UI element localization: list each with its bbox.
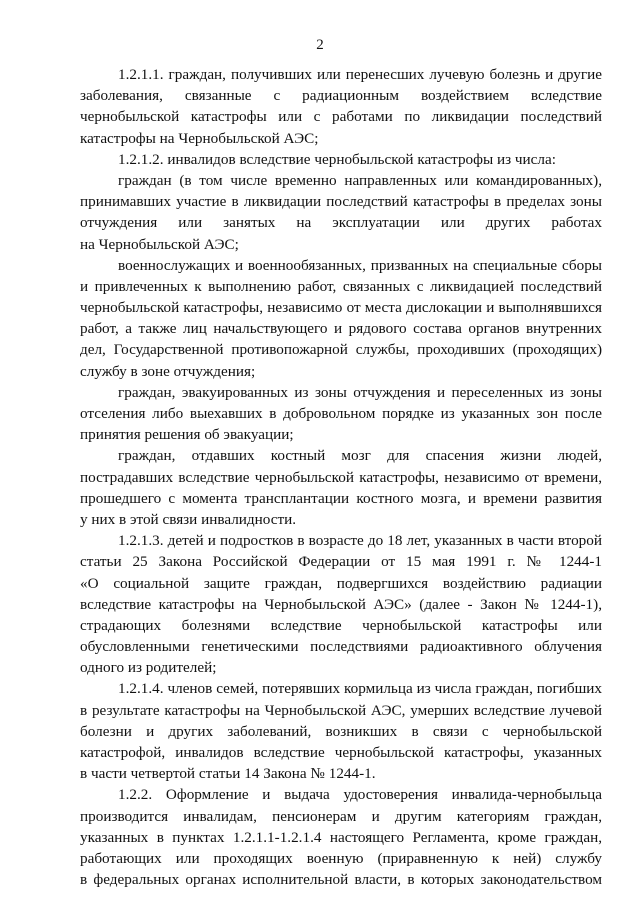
text-line: катастрофой, инвалидов вследствие чернобыльской катастрофы, указанных xyxy=(80,744,602,761)
text-line: в результате катастрофы на Чернобыльской АЭС, умерших вследствие лучевой xyxy=(80,701,602,719)
paragraph xyxy=(80,530,602,678)
text-line: «О социальной защите граждан, подвергшихся воздействию радиации xyxy=(80,574,602,592)
paragraph xyxy=(80,149,602,170)
text-line: граждан (в том числе временно направленных или командированных), xyxy=(118,171,602,189)
text-line: принимавших участие в ликвидации последствий катастрофы в пределах зоны xyxy=(80,193,602,211)
text-line: страдающих болезнями вследствие чернобыльской катастрофы или xyxy=(80,616,602,634)
text-line: 1.2.1.4. членов семей, потерявших кормильца из числа граждан, погибших xyxy=(118,680,602,698)
text-line: катастрофы на Чернобыльской АЭС; xyxy=(80,129,319,147)
text-line: 1.2.2. Оформление и выдача удостоверения инвалида-чернобыльца xyxy=(118,786,602,804)
text-line: чернобыльской катастрофы или с работами по ликвидации последствий xyxy=(80,108,602,126)
text-line: в федеральных органах исполнительной власти, в которых законодательством xyxy=(80,871,602,889)
text-line: в части четвертой статьи 14 Закона № 1244-1. xyxy=(80,765,376,783)
text-line: граждан, эвакуированных из зоны отчуждения и переселенных из зоны xyxy=(118,383,602,401)
paragraph xyxy=(80,170,602,255)
text-line: военнослужащих и военнообязанных, призванных на специальные сборы xyxy=(118,256,602,274)
text-line: чернобыльской катастрофы, независимо от места дислокации и выполнявшихся xyxy=(80,299,602,317)
paragraph xyxy=(80,784,602,890)
text-line: принятия решения об эвакуации; xyxy=(80,426,294,444)
paragraph xyxy=(80,678,602,784)
text-line: работ, а также лиц начальствующего и рядового состава органов внутренних xyxy=(80,320,602,338)
text-line: дел, Государственной противопожарной службы, проходивших (проходящих) xyxy=(80,341,602,359)
text-line: обусловленными генетическими последствиями радиоактивного облучения xyxy=(80,638,602,656)
paragraph xyxy=(80,255,602,382)
page-number: 2 xyxy=(316,37,324,53)
text-line: на Чернобыльской АЭС; xyxy=(80,235,239,253)
text-line: вследствие катастрофы на Чернобыльской АЭС» (далее - Закон № 1244-1), xyxy=(80,595,602,613)
text-line: 1.2.1.1. граждан, получивших или перенесших лучевую болезнь и другие xyxy=(118,66,602,83)
paragraph xyxy=(80,64,602,149)
text-line: указанных в пунктах 1.2.1.1-1.2.1.4 настоящего Регламента, кроме граждан, xyxy=(80,828,602,846)
text-line: статьи 25 Закона Российской Федерации от 15 мая 1991 г. № 1244-1 xyxy=(80,553,602,571)
text-line: прошедшего с момента трансплантации костного мозга, и времени развития xyxy=(80,489,602,507)
text-line: пострадавших вследствие чернобыльской катастрофы, независимо от времени, xyxy=(80,468,602,486)
text-line: производится инвалидам, пенсионерам и другим категориям граждан, xyxy=(80,807,602,825)
document-body xyxy=(80,64,602,890)
text-line: отчуждения или занятых на эксплуатации или других работах xyxy=(80,214,602,232)
text-line: болезни и других заболеваний, возникших в связи с чернобыльской xyxy=(80,722,602,740)
text-line: 1.2.1.2. инвалидов вследствие чернобыльской катастрофы из числа: xyxy=(118,150,556,168)
text-line: у них в этой связи инвалидности. xyxy=(80,510,297,528)
text-line: одного из родителей; xyxy=(80,659,217,677)
text-line: 1.2.1.3. детей и подростков в возрасте до 18 лет, указанных в части второй xyxy=(118,532,602,550)
text-line: работающих или проходящих военную (приравненную к ней) службу xyxy=(80,849,602,867)
text-line: отселения либо выехавших в добровольном порядке из указанных зон после xyxy=(80,405,602,422)
text-line: и привлеченных к выполнению работ, связанных с ликвидацией последствий xyxy=(80,277,602,295)
paragraph xyxy=(80,382,602,446)
paragraph xyxy=(80,445,602,530)
text-line: граждан, отдавших костный мозг для спасения жизни людей, xyxy=(118,447,602,465)
text-line: заболевания, связанные с радиационным воздействием вследствие xyxy=(80,87,602,105)
text-line: службу в зоне отчуждения; xyxy=(80,362,256,380)
